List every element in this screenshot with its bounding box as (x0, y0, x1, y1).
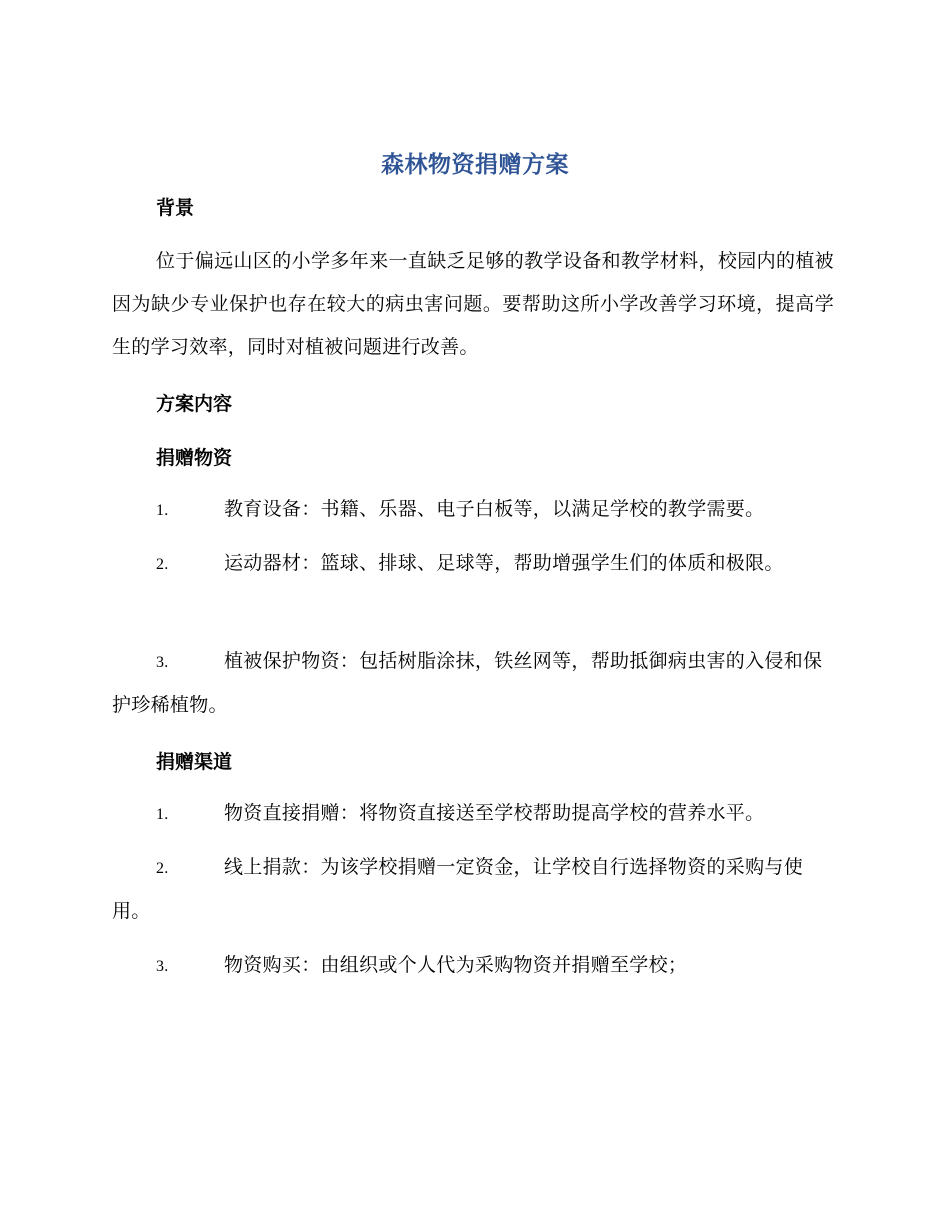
list-item-text: 物资购买：由组织或个人代为采购物资并捐赠至学校； (224, 954, 688, 976)
list-item-text: 教育设备：书籍、乐器、电子白板等，以满足学校的教学需要。 (224, 498, 765, 520)
list-number: 1. (156, 502, 169, 519)
channels-item-2 (112, 846, 834, 933)
plan-heading: 方案内容 (156, 393, 233, 415)
list-number: 2. (156, 860, 169, 877)
channels-item-3 (112, 944, 834, 988)
channels-item-1 (112, 792, 834, 836)
background-heading: 背景 (156, 197, 195, 219)
materials-item-3 (112, 640, 834, 727)
list-item-text: 线上捐款：为该学校捐赠一定资金，让学校自行选择物资的采购与使用。 (112, 856, 804, 922)
list-number: 1. (156, 806, 169, 823)
materials-item-1 (112, 488, 834, 532)
list-item-text: 运动器材：篮球、排球、足球等，帮助增强学生们的体质和极限。 (224, 552, 784, 574)
materials-heading: 捐赠物资 (156, 447, 233, 469)
list-number: 3. (156, 958, 169, 975)
list-number: 3. (156, 654, 169, 671)
channels-heading: 捐赠渠道 (156, 751, 233, 773)
list-item-text: 植被保护物资：包括树脂涂抹，铁丝网等，帮助抵御病虫害的入侵和保护珍稀植物。 (112, 650, 823, 716)
background-paragraph: 位于偏远山区的小学多年来一直缺乏足够的教学设备和教学材料，校园内的植被因为缺少专业保护也存在较大的病虫害问题。要帮助这所小学改善学习环境，提高学生的学习效率，同时对植被问题进行改善。 (112, 250, 834, 358)
materials-item-2 (112, 542, 834, 586)
list-number: 2. (156, 556, 169, 573)
document-title: 森林物资捐赠方案 (381, 152, 569, 178)
list-item-text: 物资直接捐赠：将物资直接送至学校帮助提高学校的营养水平。 (224, 802, 765, 824)
